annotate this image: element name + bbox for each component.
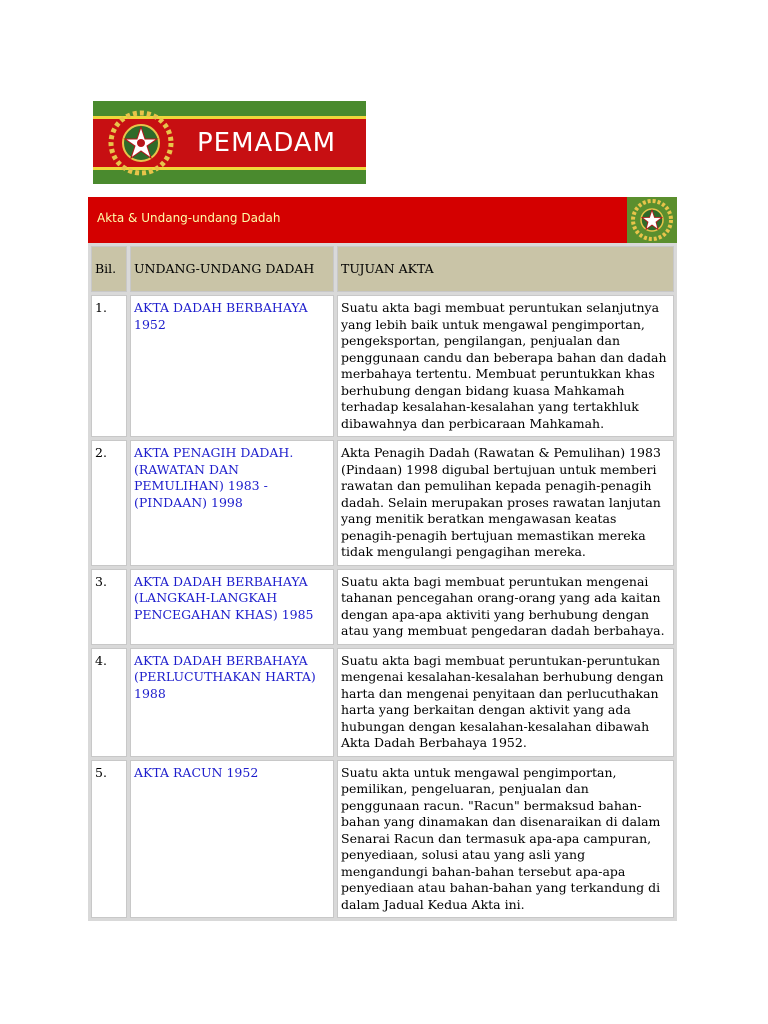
act-link[interactable]: AKTA RACUN 1952 [134,764,259,780]
act-link[interactable]: AKTA DADAH BERBAHAYA 1952 [134,300,308,332]
act-link[interactable]: AKTA DADAH BERBAHAYA (LANGKAH-LANGKAH PENCEGAHAN KHAS) 1985 [134,573,314,622]
act-purpose: Suatu akta untuk mengawal pengimportan, pemilikan, pengeluaran, penjualan dan penggunaan racun. "Racun" bermaksud bahan-bahan yang dinamakan dan disenaraikan di dalam Senarai Racun dan termasuk apa-apa campuran, penyediaan, solusi atau yang asli yang mengandungi bahan-bahan tersebut apa-apa penyediaan atau bahan-bahan yang terkandung di dalam Jadual Kedua Akta ini. [337,760,674,919]
pemadam-emblem-icon [105,107,177,179]
header-purpose: TUJUAN AKTA [337,246,674,292]
row-number: 4. [91,648,127,757]
section-emblem [627,197,677,243]
act-link[interactable]: AKTA DADAH BERBAHAYA (PERLUCUTHAKAN HARTA) 1988 [134,652,316,701]
table-row [91,295,674,437]
act-purpose: Suatu akta bagi membuat peruntukan mengenai tahanan pencegahan orang-orang yang ada kaitan dengan apa-apa aktiviti yang berhubung dengan atau yang membuat pengedaran dadah berbahaya. [337,569,674,645]
acts-table [88,243,677,921]
table-row [91,440,674,566]
act-purpose: Suatu akta bagi membuat peruntukan selanjutnya yang lebih baik untuk mengawal pengimportan, pengeksportan, pengilangan, penjualan dan penggunaan candu dan beberapa bahan dan dadah merbahaya tertentu. Membuat peruntukkan khas berhubung dengan bidang kuasa Mahkamah terhadap kesalahan-kesalahan yang tertakhluk dibawahnya dan perbicaraan Mahkamah. [337,295,674,437]
section-title: Akta & Undang-undang Dadah [97,211,281,225]
pemadam-banner [93,101,366,184]
table-header-row [91,246,674,292]
row-number: 2. [91,440,127,566]
row-number: 1. [91,295,127,437]
table-row [91,760,674,919]
act-link[interactable]: AKTA PENAGIH DADAH. (RAWATAN DAN PEMULIHAN) 1983 - (PINDAAN) 1998 [134,445,294,510]
table-row [91,648,674,757]
emblem-icon [627,197,677,243]
act-name-cell [130,440,334,566]
act-name-cell [130,648,334,757]
row-number: 5. [91,760,127,919]
header-act: UNDANG-UNDANG DADAH [130,246,334,292]
section-header [88,197,677,243]
act-purpose: Akta Penagih Dadah (Rawatan & Pemulihan) 1983 (Pindaan) 1998 digubal bertujuan untuk memberi rawatan dan pemulihan kepada penagih-penagih dadah. Selain merupakan proses rawatan lanjutan yang menitik beratkan mengawasan keatas penagih-penagih bertujuan memastikan mereka tidak mengulangi pengagihan mereka. [337,440,674,566]
banner-title: PEMADAM [197,128,337,158]
act-purpose: Suatu akta bagi membuat peruntukan-peruntukan mengenai kesalahan-kesalahan berhubung dengan harta dan mengenai penyitaan dan perlucuthakan harta yang berkaitan dengan aktivit yang ada hubungan dengan kesalahan-kesalahan dibawah Akta Dadah Berbahaya 1952. [337,648,674,757]
act-name-cell [130,295,334,437]
table-row [91,569,674,645]
act-name-cell [130,760,334,919]
row-number: 3. [91,569,127,645]
header-number: Bil. [91,246,127,292]
act-name-cell [130,569,334,645]
